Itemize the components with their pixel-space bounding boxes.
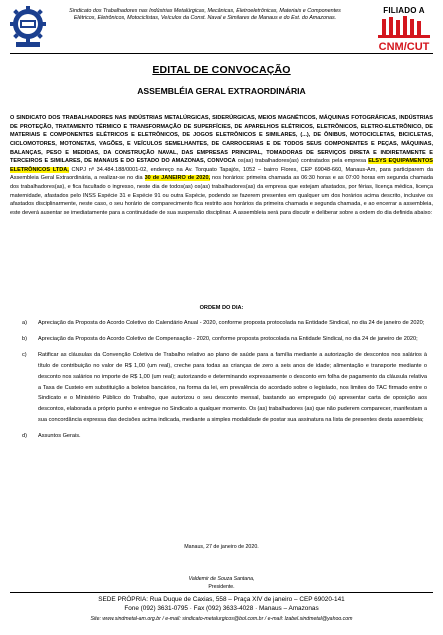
signer-name: Valdemir de Souza Santana,: [188, 576, 255, 582]
footer-divider: [10, 592, 433, 593]
union-gear-logo-icon: [10, 6, 46, 48]
footer-phone: Fone (092) 3631-0795 · Fax (092) 3633-4028 · Manaus – Amazonas: [124, 605, 319, 612]
assembly-date-highlight: 30 de JANEIRO de 2020,: [144, 175, 211, 182]
intro-text-3: nos horários: primeira chamada as 06:30 horas e as 07:00 horas em segunda chamada dos trabalhadores(as), e fica facultado o ingresso, neste dia de todos(as) os(as) trabalhadores(as) da empresa que estejam afastados, por férias, licença médica, licença maternidade, afastados pelo INSS Espécie 31 e Espécie 91 ou outra Espécie, podendo se fazerem presentes em qualquer um dos horários acima descrito, inclusive os afastados disciplinarmente, neste caso, o seu horário de comparecimento fica restrito aos horários da primeira chamada e segunda chamada, e ao encerrar a assembleia, este deverá ausentar se imediatamente para a continuidade de sua suspensão disciplinar. A assembleia será para discutir e deliberar sobre a ordem do dia definida abaixo:: [10, 175, 433, 217]
intro-text-1: os(as) trabalhadores(as) contratados pela empresa: [235, 158, 369, 165]
affiliation-block: [372, 6, 436, 54]
document-title: EDITAL DE CONVOCAÇÃO: [152, 64, 291, 76]
intro-paragraph: [10, 114, 433, 218]
union-name: Sindicato dos Trabalhadores nas Indústrias Metalúrgicas, Mecânicas, Eletroeletrônicas, Materiais e Componentes Elétricos, Eletrônicos, Motociclistas, Veículos da Const. Naval e Similares de Manaus e do Est. do Amazonas.: [69, 8, 341, 21]
cnm-cut-logo-icon: [374, 16, 434, 54]
agenda-text: Apreciação da Proposta do Acordo Coletivo de Compensação - 2020, conforme proposta protocolada na Entidade Sindical, no dia 24 de janeiro de 2020;: [38, 335, 418, 342]
agenda-item: [22, 431, 427, 442]
agenda-text: Apreciação da Proposta do Acordo Coletivo do Calendário Anual - 2020, conforme proposta protocolada na Entidade Sindical, no dia 24 de janeiro de 2020;: [38, 320, 425, 326]
agenda-text: Assuntos Gerais.: [38, 433, 81, 440]
agenda-item: [22, 318, 427, 329]
order-of-day-title: ORDEM DO DIA:: [199, 305, 244, 311]
agenda-marker: b): [22, 335, 27, 342]
intro-text-2: CNPJ nº 34.484.188/0001-02, endereço na Av. Torquato Tapajós, 1052 – bairro Flores, CEP 69048-660, Manaus-Am, para participarem da Assembleia Geral Extraordinária, a realizar-se no dia: [10, 166, 433, 182]
document-subtitle: ASSEMBLÉIA GERAL EXTRAORDINÁRIA: [137, 86, 306, 96]
agenda-marker: a): [22, 320, 27, 326]
footer-address: SEDE PRÓPRIA: Rua Duque de Caxias, 558 – Praça XIV de janeiro – CEP 69020-141: [98, 596, 345, 603]
agenda-item: [22, 350, 427, 426]
signer-role: Presidente.: [208, 584, 235, 590]
company-name-highlight: ELSYS EQUIPAMENTOS ELETRÔNICOS LTDA,: [10, 158, 433, 173]
agenda-item: [22, 334, 427, 345]
filiado-label: FILIADO A: [383, 6, 425, 15]
agenda-marker: c): [22, 351, 27, 358]
agenda-text: Ratificar as cláusulas da Convenção Coletiva de Trabalho relativo ao plano de saúde para a família mediante a autorização de descontos nos salários à título de contribuição no valor de R$ 1,00 (um real), creche para todas as crianças de zero a seis anos de idade; alimentação e transporte mediante o desconto nos salários no importe de R$ 1,00 (um real); autorizando e determinando expressamente o desconto em folha de pagamento da cláusula relativa a Taxa de Custeio em substituição a boletos bancários, na forma da lei, em prevalência do acordado sobre o legislado, nos limites do TAC firmado entre o Sindicato e o Ministério Público do Trabalho, que autorizou o seu desconto mensal, bastando ao empregado (a) apresentar carta de oposição aos descontos, elaborada a próprio punho e entregue no Sindicato a qualquer momento. Os (as) trabalhadores (as) que não puderem comparecer, manifestam a sua concordância expressa das decisões acima indicada, mediante a simples modalidade de postar sua assinatura na lista de presentes desta assembleia;: [38, 351, 427, 424]
agenda-marker: d): [22, 433, 27, 440]
agenda-list: [22, 318, 427, 447]
cnm-logo-text: CNM/CUT: [378, 41, 430, 53]
intro-caps: O SINDICATO DOS TRABALHADORES NAS INDÚSTRIAS METALÚRGICAS, SIDERÚRGICAS, MEIOS MAGNÉTICOS, MÁQUINAS FOTOGRÁFICAS, INDÚSTRIAS DE PROTEÇÃO, TRATAMENTO TÉRMICO E TRANSFORMAÇÃO DE SUPERFÍCIES, DE APARELHOS ELÉTRICOS, ELETRÔNICOS, ELETRO-ELETRÔNICO, DE MATERIAIS E COMPONENTES ELÉTRICOS E ELETRÔNICOS, DE JOGOS ELETRÔNICOS E SIMILARES, (...), DE ÔNIBUS, MOTOCICLETAS, BICICLETAS, CICLOMOTORES, MOTONETAS, VAGÕES, E VEÍCULOS SEMELHANTES, DE CARROCERIAS E DE TODOS SEUS COMPONENTES E PEÇAS, MÁQUINAS, BALANÇAS, PESO E MEDIDAS, DA CONSTRUÇÃO NAVAL, DAS EMPRESAS PRINCIPAL, TOMADORAS DE SERVIÇOS DIRETA E INDIRETAMENTE E TERCEIROS E SIMILARES, DE MANAUS E DO ESTADO DO AMAZONAS, CONVOCA: [10, 115, 433, 165]
city-date: Manaus, 27 de janeiro de 2020.: [184, 544, 259, 550]
header-divider: [10, 53, 433, 54]
footer-web-email: Site: www.sindmetal-am.org.br / e-mail: sindicato-metalurgicos@bol.com.br / e-mail: lzabel.sindmetal@yahoo.com: [90, 616, 353, 622]
